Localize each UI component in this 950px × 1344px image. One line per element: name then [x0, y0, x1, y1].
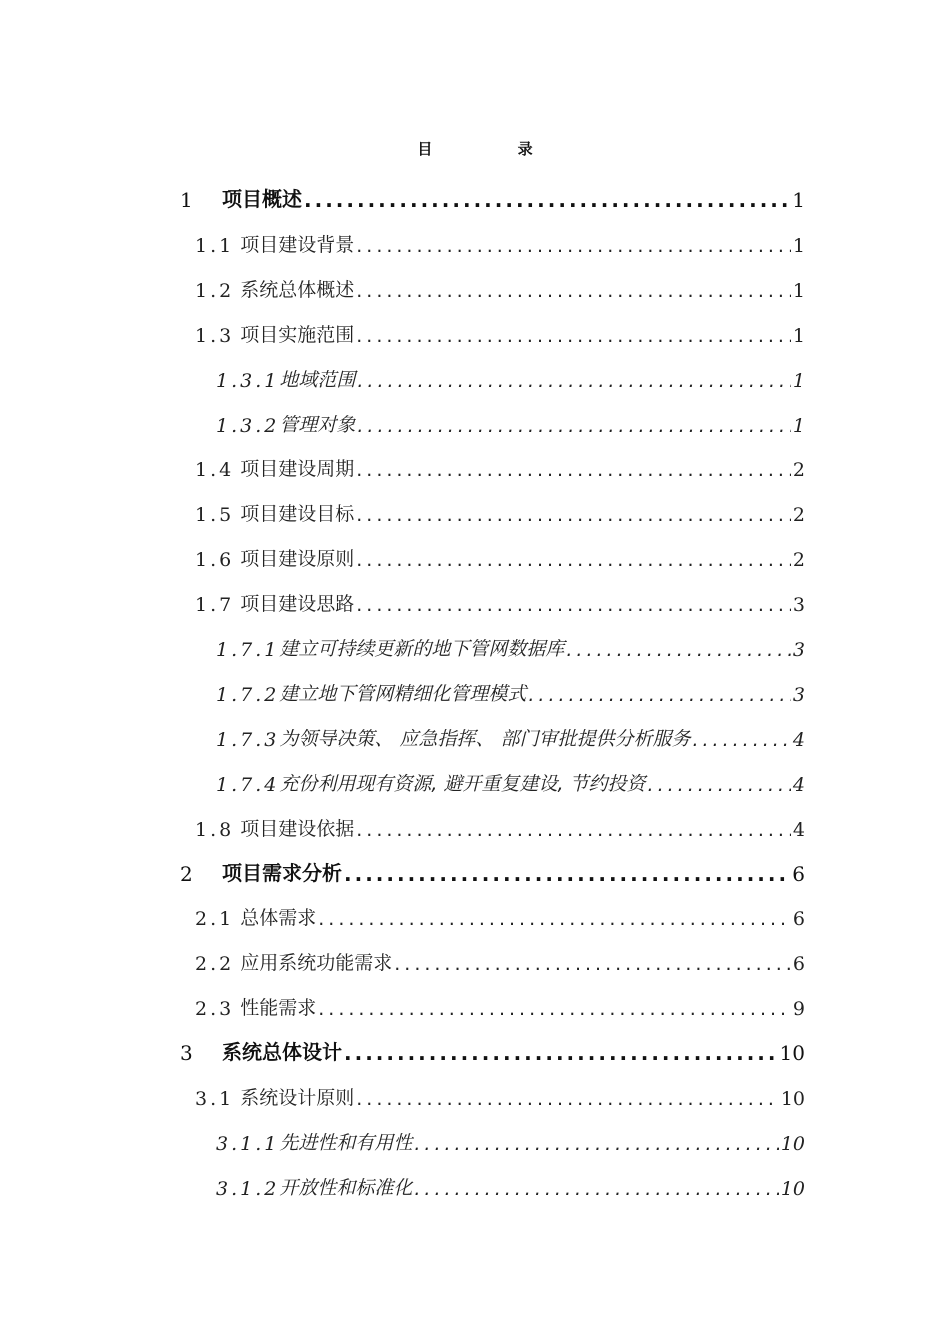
- toc-title: 目 录: [417, 140, 573, 158]
- toc-entry[interactable]: [195, 890, 805, 930]
- toc-entry[interactable]: [216, 711, 805, 751]
- toc-entry-label: 系统设计原则: [240, 1087, 355, 1109]
- toc-entry-number: 1: [180, 188, 193, 212]
- toc-entry[interactable]: [195, 441, 805, 481]
- toc-entry[interactable]: [195, 486, 805, 526]
- toc-leader-dots: [566, 639, 791, 661]
- toc-entry[interactable]: [195, 1070, 805, 1110]
- toc-leader-dots: [356, 1088, 779, 1110]
- toc-entry-page: 4: [792, 818, 805, 841]
- toc-entry[interactable]: [195, 576, 805, 616]
- toc-entry[interactable]: [195, 307, 805, 347]
- toc-entry-page: 2: [792, 549, 805, 572]
- toc-leader-dots: [356, 235, 791, 257]
- toc-entry-label: 项目建设周期: [240, 458, 355, 481]
- toc-entry[interactable]: [180, 1025, 805, 1065]
- toc-leader-dots: [692, 729, 790, 751]
- toc-leader-dots: [356, 280, 791, 302]
- toc-entry-number: 2.1: [195, 908, 235, 931]
- toc-entry-label: 项目建设目标: [240, 503, 355, 526]
- toc-entry-page: 1: [792, 369, 805, 392]
- toc-entry-number: 1.5: [195, 504, 235, 527]
- toc-entry-page: 1: [792, 324, 805, 347]
- toc-entry-label: 系统总体概述: [240, 278, 355, 301]
- toc-entry-page: 10: [780, 1088, 805, 1110]
- toc-entry[interactable]: [216, 666, 805, 706]
- toc-leader-dots: [528, 684, 791, 706]
- toc-entry-number: 1.6: [195, 549, 235, 572]
- toc-entry[interactable]: [216, 756, 805, 796]
- toc-leader-dots: [356, 819, 791, 841]
- toc-entry-label: 项目建设原则: [240, 548, 355, 571]
- toc-entry[interactable]: [195, 935, 805, 975]
- toc-entry-page: 6: [792, 861, 805, 886]
- toc-entry[interactable]: [216, 352, 805, 392]
- toc-entry-number: 1.3: [195, 324, 235, 347]
- toc-leader-dots: [356, 549, 791, 571]
- toc-entry-label: 项目需求分析: [222, 860, 342, 885]
- toc-entry-page: 1: [792, 234, 805, 257]
- toc-entry[interactable]: [195, 980, 805, 1020]
- toc-entry[interactable]: [216, 1160, 805, 1200]
- toc-entry-number: 2: [180, 861, 193, 886]
- toc-leader-dots: [414, 1178, 778, 1200]
- toc-entry-number: 1.4: [195, 459, 235, 482]
- toc-entry-number: 3.1: [195, 1088, 235, 1110]
- toc-leader-dots: [356, 504, 791, 526]
- toc-entry[interactable]: [180, 846, 805, 886]
- toc-entry-number: 3.1.1: [216, 1132, 280, 1155]
- toc-leader-dots: [356, 594, 791, 616]
- toc-entry-number: 1.7.3: [216, 728, 280, 751]
- toc-entry-label: 地域范围: [279, 368, 356, 391]
- toc-leader-dots: [394, 953, 791, 975]
- toc-entry-number: 1.7.2: [216, 683, 280, 706]
- toc-entry-page: 2: [792, 459, 805, 482]
- toc-leader-dots: [318, 908, 791, 930]
- toc-leader-dots: [304, 188, 790, 212]
- toc-entry-page: 1: [792, 414, 805, 437]
- toc-entry-page: 1: [792, 188, 805, 212]
- toc-entry-number: 2.2: [195, 953, 235, 976]
- toc-entry-label: 建立可持续更新的地下管网数据库: [279, 638, 565, 660]
- toc-entry-page: 10: [779, 1041, 805, 1066]
- toc-entry-number: 1.1: [195, 234, 235, 257]
- toc-leader-dots: [414, 1133, 778, 1155]
- toc-entry[interactable]: [195, 801, 805, 841]
- toc-entry-page: 1: [792, 279, 805, 302]
- toc-entry-label: 项目实施范围: [240, 323, 355, 346]
- toc-entry-label: 系统总体设计: [222, 1040, 342, 1065]
- toc-entry[interactable]: [195, 262, 805, 302]
- toc-entry[interactable]: [216, 621, 805, 661]
- toc-leader-dots: [344, 1041, 778, 1065]
- toc-entry-label: 应用系统功能需求: [240, 952, 393, 975]
- toc-entry-number: 3: [180, 1041, 193, 1066]
- toc-entry-number: 1.7.4: [216, 773, 280, 796]
- toc-entry-page: 4: [792, 728, 805, 751]
- toc-entry-page: 3: [792, 683, 805, 706]
- toc-leader-dots: [356, 459, 791, 481]
- toc-entry-label: 项目概述: [222, 187, 302, 211]
- toc-entry-number: 1.8: [195, 818, 235, 841]
- toc-entry-label: 项目建设思路: [240, 593, 355, 616]
- toc-entry-page: 3: [792, 594, 805, 617]
- toc-entry[interactable]: [216, 1115, 805, 1155]
- toc-entry-page: 6: [792, 908, 805, 931]
- toc-entry-page: 9: [792, 998, 805, 1021]
- toc-entry-label: 管理对象: [279, 413, 356, 436]
- toc-entry-number: 1.2: [195, 279, 235, 302]
- toc-entry-number: 1.3.2: [216, 414, 280, 437]
- toc-entry-label: 性能需求: [240, 997, 317, 1020]
- toc-entry-page: 10: [780, 1132, 805, 1155]
- toc-entry[interactable]: [216, 397, 805, 437]
- toc-entry[interactable]: [195, 217, 805, 257]
- toc-entry-page: 3: [792, 639, 805, 661]
- toc-entry-label: 总体需求: [240, 907, 317, 930]
- toc-entry-number: 2.3: [195, 998, 235, 1021]
- toc-entry-number: 3.1.2: [216, 1177, 280, 1200]
- toc-entry[interactable]: [180, 172, 805, 212]
- toc-entry-label: 为领导决策、 应急指挥、 部门审批提供分析服务: [279, 727, 691, 750]
- toc-leader-dots: [648, 774, 791, 796]
- toc-entry-number: 1.7: [195, 594, 235, 617]
- toc-entry-label: 开放性和标准化: [279, 1176, 413, 1199]
- toc-leader-dots: [357, 415, 791, 437]
- toc-entry-page: 6: [792, 953, 805, 976]
- toc-leader-dots: [344, 862, 790, 886]
- toc-entry-page: 4: [792, 773, 805, 796]
- toc-leader-dots: [356, 325, 791, 347]
- toc-entry-label: 充份利用现有资源, 避开重复建设, 节约投资: [279, 772, 646, 795]
- toc-leader-dots: [318, 998, 791, 1020]
- toc-entry[interactable]: [195, 531, 805, 571]
- toc-entry-page: 10: [780, 1177, 805, 1200]
- toc-entry-label: 先进性和有用性: [279, 1131, 413, 1154]
- toc-entry-number: 1.3.1: [216, 369, 280, 392]
- toc-entry-label: 项目建设背景: [240, 233, 355, 256]
- toc-entry-number: 1.7.1: [216, 639, 280, 661]
- toc-entry-page: 2: [792, 504, 805, 527]
- toc-entry-label: 建立地下管网精细化管理模式: [279, 682, 527, 705]
- toc-entry-label: 项目建设依据: [240, 817, 355, 840]
- toc-leader-dots: [357, 370, 791, 392]
